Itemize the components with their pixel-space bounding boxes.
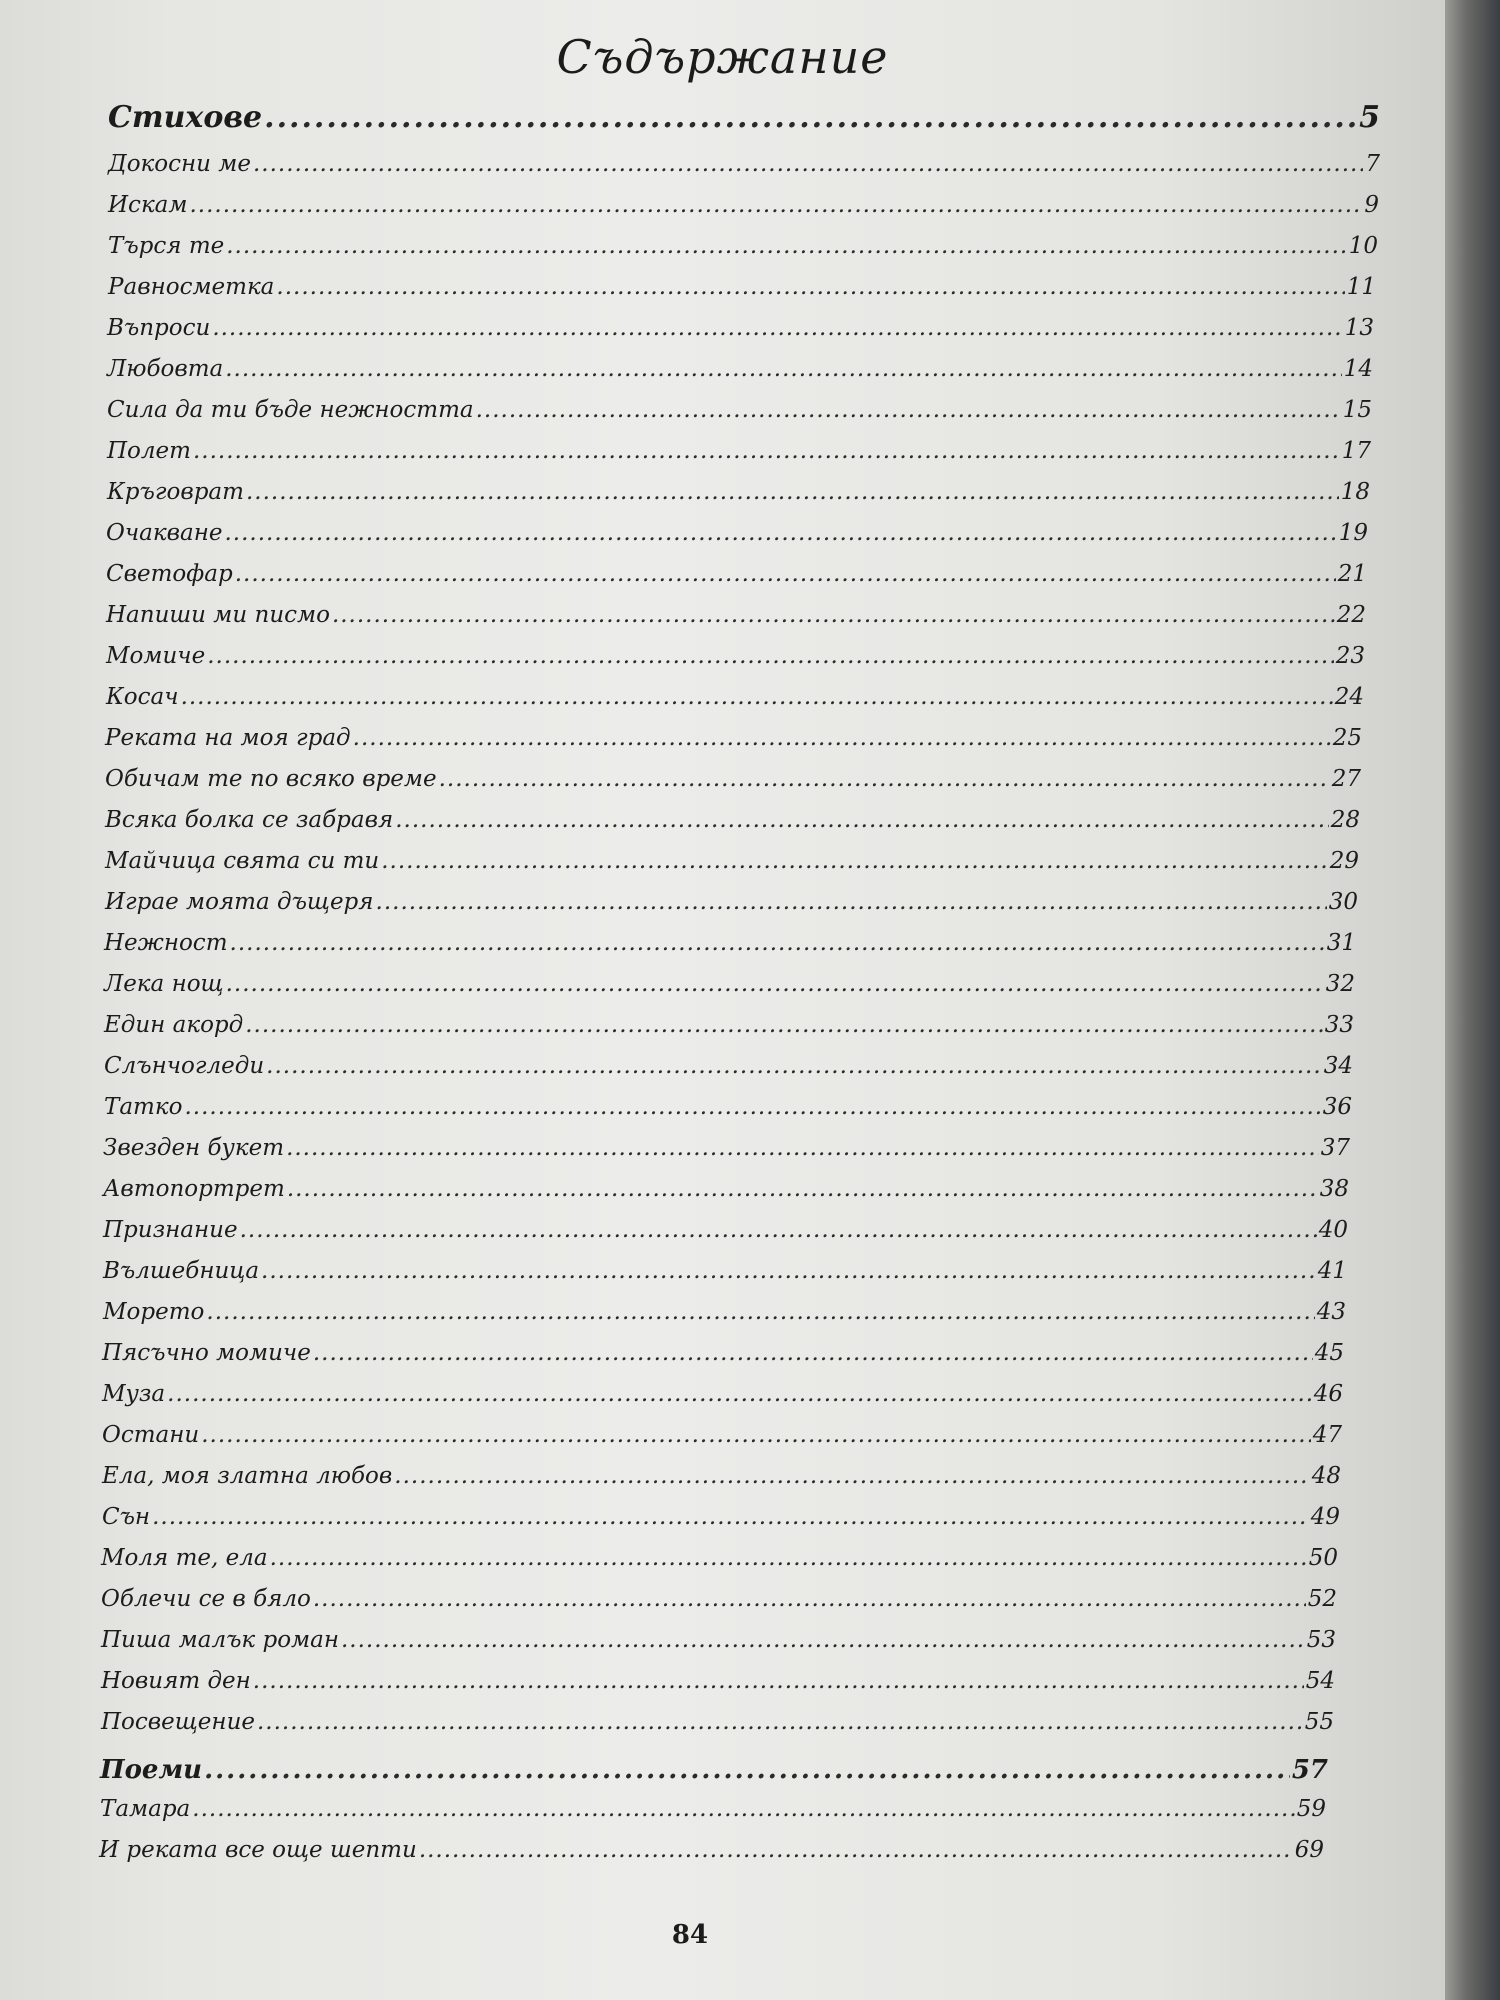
toc-entry-label: И реката все още шепти [99,1837,417,1863]
toc-entry-page: 32 [1325,971,1355,997]
toc-entry-label: Равносметка [108,274,275,300]
toc-entry-page: 7 [1365,151,1380,177]
toc-entry-page: 30 [1328,889,1358,915]
dot-leader [245,1012,1322,1038]
dot-leader [253,151,1363,177]
toc-entry-page: 54 [1305,1668,1335,1694]
toc-entry-label: Всяка болка се забравя [105,807,394,833]
toc-entry-page: 55 [1304,1709,1334,1735]
toc-entry [107,315,1374,341]
toc-entry-label: Слънчогледи [104,1053,265,1079]
toc-entry [102,1340,1344,1366]
book-spine-shadow [1445,0,1500,2000]
toc-entry-page: 9 [1364,192,1379,218]
toc-entry-label: Един акорд [104,1012,244,1038]
toc-entry-label: Полет [107,438,191,464]
toc-entry [107,356,1373,382]
dot-leader [376,889,1327,915]
toc-entry-page: 11 [1346,274,1376,300]
toc-entry-label: Напиши ми писмо [106,602,330,628]
toc-entry-label: Лека нощ [104,971,224,997]
toc-entry-label: Искам [108,192,188,218]
toc-entry [108,274,1376,300]
toc-entry-page: 31 [1326,930,1356,956]
toc-entry-page: 43 [1316,1299,1346,1325]
toc-entry-page: 23 [1335,643,1365,669]
dot-leader [476,397,1341,423]
toc-entry [102,1422,1342,1448]
toc-entry-label: Ела, моя златна любов [102,1463,393,1489]
toc-entry-page: 17 [1341,438,1371,464]
toc-entry [105,766,1361,792]
toc-entry-page: 52 [1307,1586,1337,1612]
toc-entry [104,930,1356,956]
toc-entry-page: 19 [1338,520,1368,546]
dot-leader [341,1627,1305,1653]
dot-leader [394,1463,1309,1489]
toc-entry-label: Посвещение [101,1709,255,1735]
toc-entry [99,1837,1324,1863]
toc-entry-page: 34 [1323,1053,1353,1079]
toc-entry-label: Майчица свята си ти [105,848,380,874]
dot-leader [419,1837,1293,1863]
toc-entry-label: Звезден букет [103,1135,285,1161]
toc-entry [107,397,1372,423]
toc-entry-page: 27 [1331,766,1361,792]
dot-leader [181,684,1333,710]
toc-entry-label: Пиша малък роман [101,1627,339,1653]
toc-entry-label: Новият ден [101,1668,251,1694]
toc-entry-page: 37 [1320,1135,1350,1161]
toc-entry [106,561,1367,587]
toc-entry-label: Светофар [106,561,233,587]
toc-entry [106,684,1364,710]
dot-leader [381,848,1327,874]
toc-entry-label: Сън [102,1504,151,1530]
dot-leader [207,643,1334,669]
toc-entry [103,1176,1349,1202]
toc-entry-page: 46 [1313,1381,1343,1407]
toc-entry [105,807,1360,833]
toc-entry-label: Кръговрат [107,479,244,505]
toc-entry-label: Татко [104,1094,183,1120]
dot-leader [270,1545,1307,1571]
toc-entry [108,233,1378,259]
toc-entry-page: 13 [1344,315,1374,341]
dot-leader [332,602,1335,628]
toc-entry-label: Търся те [108,233,225,259]
dot-leader [226,233,1346,259]
dot-leader [240,1217,1317,1243]
dot-leader [246,479,1339,505]
toc-entry-page: 22 [1336,602,1366,628]
toc-entry-label: Играе моята дъщеря [105,889,374,915]
dot-leader [253,1668,1304,1694]
toc-entry [101,1709,1334,1735]
dot-leader [204,1755,1290,1785]
toc-entry-page: 41 [1317,1258,1347,1284]
toc-section-page: 57 [1291,1755,1328,1785]
toc-entry [102,1504,1340,1530]
toc-entry-page: 45 [1314,1340,1344,1366]
toc-entry [103,1299,1346,1325]
dot-leader [264,100,1357,135]
page-title: Съдържание [556,30,889,84]
toc-entry [103,1258,1347,1284]
dot-leader [313,1586,1306,1612]
dot-leader [313,1340,1313,1366]
toc-entry-label: Автопортрет [103,1176,285,1202]
toc-entry [108,151,1380,177]
dot-leader [184,1094,1320,1120]
dot-leader [276,274,1344,300]
toc-entry [101,1586,1337,1612]
toc-entry-page: 29 [1329,848,1359,874]
toc-entry-page: 59 [1296,1796,1326,1822]
dot-leader [261,1258,1316,1284]
toc-entry [101,1545,1338,1571]
dot-leader [193,438,1340,464]
dot-leader [257,1709,1303,1735]
toc-entry-label: Облечи се в бяло [101,1586,311,1612]
toc-entry-label: Момиче [106,643,206,669]
toc-section-row [108,100,1380,135]
dot-leader [287,1176,1318,1202]
toc-entry-page: 40 [1318,1217,1348,1243]
toc-entry [104,1012,1354,1038]
toc-entry-label: Очакване [106,520,223,546]
toc-entry [101,1627,1336,1653]
dot-leader [225,356,1341,382]
dot-leader [167,1381,1312,1407]
toc-entry [105,848,1359,874]
toc-entry-page: 18 [1340,479,1370,505]
toc-entry-page: 69 [1294,1837,1324,1863]
toc-entry-page: 38 [1319,1176,1349,1202]
toc-section-label: Стихове [108,100,263,135]
toc-section-label: Поеми [100,1755,203,1785]
dot-leader [235,561,1336,587]
toc-section-page: 5 [1359,100,1380,135]
toc-entry-label: Докосни ме [108,151,251,177]
dot-leader [192,1796,1294,1822]
toc-entry-label: Нежност [104,930,228,956]
toc-entry-page: 53 [1306,1627,1336,1653]
toc-entry-page: 14 [1343,356,1373,382]
toc-entry-page: 10 [1348,233,1378,259]
toc-entry-page: 36 [1322,1094,1352,1120]
toc-entry [104,971,1355,997]
dot-leader [286,1135,1319,1161]
toc-entry-label: Вълшебница [103,1258,260,1284]
toc-entry-page: 25 [1332,725,1362,751]
toc-entry [104,1094,1352,1120]
toc-entry-page: 15 [1342,397,1372,423]
toc-entry-page: 49 [1310,1504,1340,1530]
dot-leader [266,1053,1322,1079]
toc-entry [100,1796,1326,1822]
dot-leader [439,766,1330,792]
toc-entry [106,520,1368,546]
dot-leader [353,725,1331,751]
dot-leader [152,1504,1309,1530]
toc-entry-label: Признание [103,1217,238,1243]
toc-entry-label: Любовта [107,356,224,382]
toc-entry-label: Косач [106,684,179,710]
dot-leader [395,807,1329,833]
dot-leader [189,192,1362,218]
toc-entry [102,1381,1343,1407]
toc-entry [103,1217,1348,1243]
toc-entry [103,1135,1350,1161]
dot-leader [230,930,1325,956]
toc-entry [105,889,1358,915]
toc-entry-label: Реката на моя град [105,725,351,751]
toc-entry-label: Пясъчно момиче [102,1340,311,1366]
toc-entry-page: 48 [1311,1463,1341,1489]
toc-section-row [100,1755,1328,1785]
toc-entry-page: 47 [1312,1422,1342,1448]
toc-entry [105,725,1362,751]
dot-leader [201,1422,1310,1448]
dot-leader [226,971,1324,997]
toc-entry [108,192,1379,218]
toc-entry-page: 33 [1324,1012,1354,1038]
toc-entry-label: Моля те, ела [101,1545,268,1571]
page-number: 84 [671,1920,709,1950]
toc-entry [102,1463,1341,1489]
toc-entry-label: Въпроси [107,315,211,341]
dot-leader [212,315,1342,341]
toc-entry-label: Обичам те по всяко време [105,766,437,792]
toc-entry-label: Морето [103,1299,205,1325]
toc-entry-label: Муза [102,1381,166,1407]
toc-entry-label: Сила да ти бъде нежността [107,397,474,423]
toc-entry-page: 50 [1308,1545,1338,1571]
toc-entry [106,602,1366,628]
toc-entry [107,479,1370,505]
toc-entry-page: 24 [1334,684,1364,710]
toc-entry [101,1668,1335,1694]
toc-entry [107,438,1371,464]
toc-entry-page: 28 [1330,807,1360,833]
dot-leader [206,1299,1314,1325]
toc-entry [106,643,1365,669]
toc-entry-page: 21 [1337,561,1367,587]
toc-entry [104,1053,1353,1079]
toc-entry-label: Тамара [100,1796,191,1822]
toc-entry-label: Остани [102,1422,200,1448]
dot-leader [224,520,1336,546]
